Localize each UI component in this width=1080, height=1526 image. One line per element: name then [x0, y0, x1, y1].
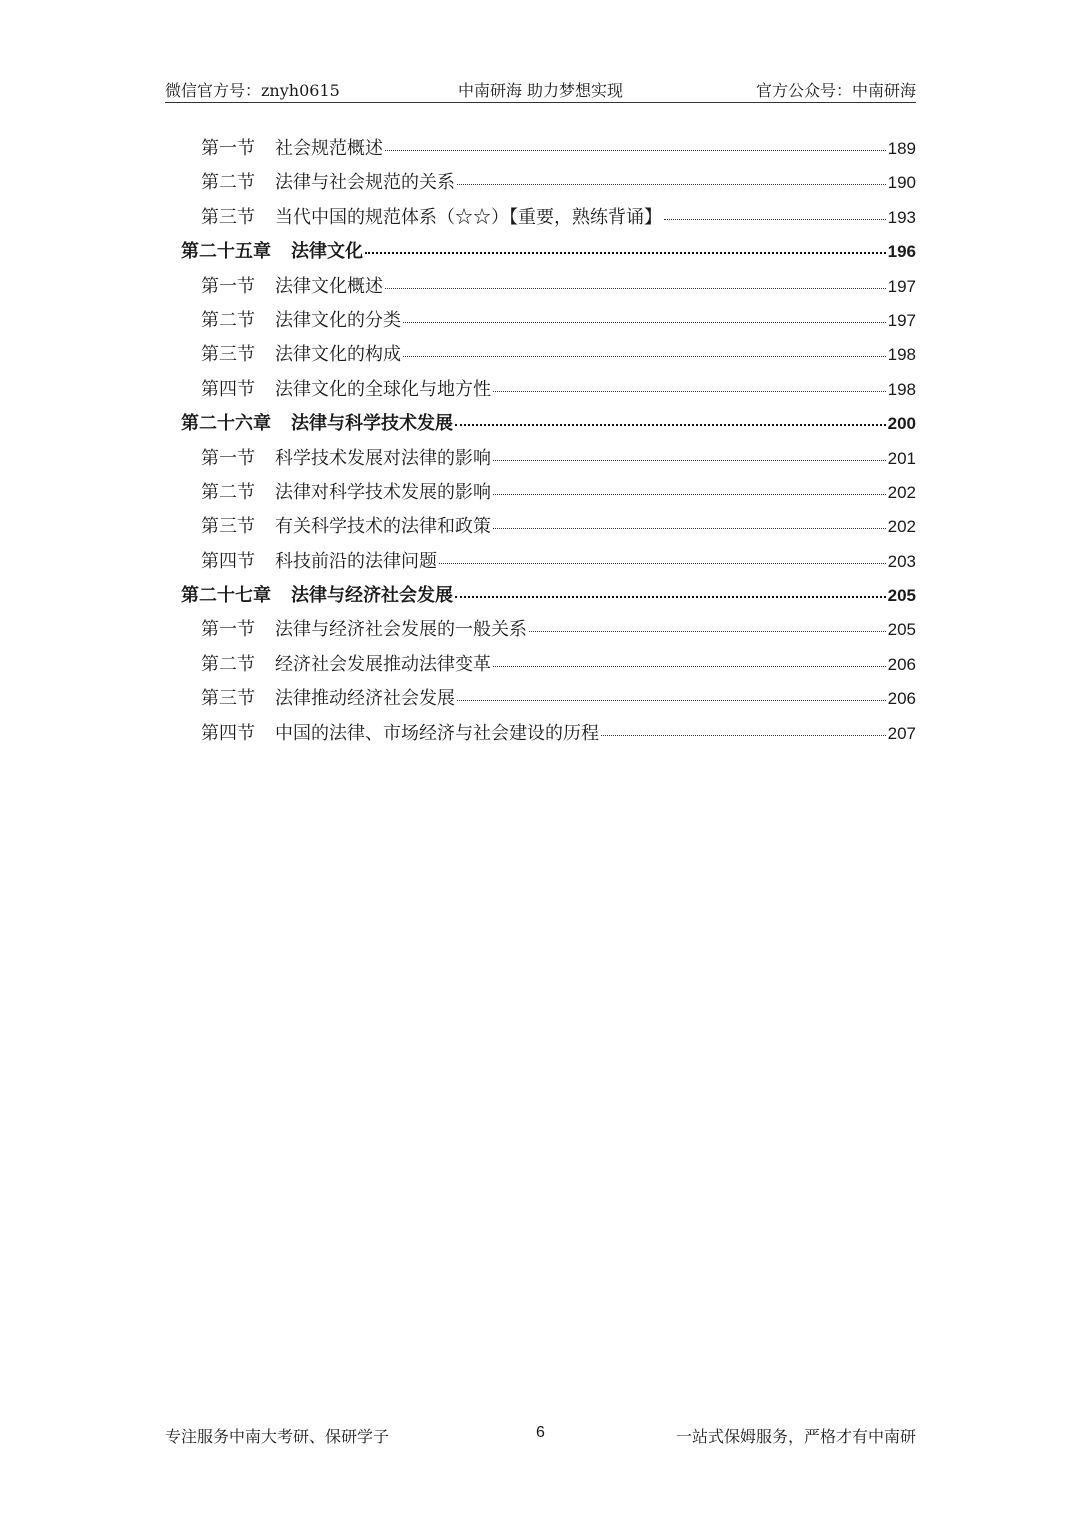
toc-entry-page: 200: [887, 414, 916, 434]
toc-chapter-row[interactable]: [165, 579, 916, 613]
toc-entry-page: 198: [887, 379, 916, 399]
toc-entry-label: 第二节: [201, 172, 255, 194]
toc-entry-page: 206: [887, 654, 916, 674]
toc-section-row[interactable]: [165, 717, 916, 751]
toc-entry-label: 第二十五章: [181, 241, 271, 263]
toc-leader-dots: [385, 270, 886, 289]
toc-entry-label: 第二十六章: [181, 413, 271, 435]
toc-entry-page: 202: [887, 482, 916, 502]
header-slogan: 中南研海 助力梦想实现: [457, 81, 624, 100]
toc-section-row[interactable]: [165, 270, 916, 304]
toc-entry-label: 第三节: [201, 688, 255, 710]
header-wechat-id: 微信官方号：znyh0615: [165, 81, 340, 100]
footer-right-text: 一站式保姆服务，严格才有中南研: [675, 1427, 916, 1446]
toc-entry-title: 法律与经济社会发展的一般关系: [275, 619, 527, 641]
toc-section-row[interactable]: [165, 201, 916, 235]
toc-section-row[interactable]: [165, 476, 916, 510]
toc-leader-dots: [385, 132, 886, 151]
toc-leader-dots: [664, 201, 886, 220]
toc-entry-title: 法律推动经济社会发展: [275, 688, 455, 710]
toc-leader-dots: [403, 338, 886, 357]
toc-section-row[interactable]: [165, 510, 916, 544]
toc-entry-page: 189: [887, 139, 916, 158]
toc-entry-title: 法律对科学技术发展的影响: [275, 481, 491, 503]
toc-leader-dots: [493, 442, 886, 461]
toc-entry-title: 法律文化的构成: [275, 344, 401, 366]
toc-entry-title: 科技前沿的法律问题: [275, 550, 437, 572]
toc-leader-dots: [455, 578, 886, 598]
toc-leader-dots: [493, 510, 886, 529]
toc-leader-dots: [457, 682, 886, 701]
toc-entry-page: 198: [887, 345, 916, 365]
toc-entry-title: 科学技术发展对法律的影响: [275, 447, 491, 469]
toc-entry-page: 196: [887, 242, 916, 262]
toc-leader-dots: [439, 545, 886, 564]
toc-entry-page: 205: [887, 586, 916, 606]
toc-entry-label: 第二节: [201, 653, 255, 675]
toc-section-row[interactable]: [165, 338, 916, 372]
toc-entry-title: 法律与经济社会发展: [291, 585, 453, 607]
toc-leader-dots: [455, 406, 886, 426]
toc-entry-title: 法律与科学技术发展: [291, 413, 453, 435]
toc-entry-page: 205: [887, 620, 916, 640]
toc-leader-dots: [493, 373, 886, 392]
toc-entry-page: 207: [887, 723, 916, 743]
toc-entry-title: 当代中国的规范体系（☆☆）【重要，熟练背诵】: [275, 206, 662, 228]
toc-entry-title: 法律文化概述: [275, 275, 383, 297]
toc-leader-dots: [403, 304, 886, 323]
toc-entry-label: 第一节: [201, 275, 255, 297]
toc-entry-label: 第三节: [201, 344, 255, 366]
toc-entry-label: 第一节: [201, 619, 255, 641]
toc-section-row[interactable]: [165, 682, 916, 716]
toc-section-row[interactable]: [165, 304, 916, 338]
table-of-contents: [165, 132, 916, 751]
toc-chapter-row[interactable]: [165, 407, 916, 441]
toc-section-row[interactable]: [165, 613, 916, 647]
toc-entry-title: 法律文化: [291, 241, 363, 263]
toc-entry-page: 197: [887, 276, 916, 296]
toc-entry-label: 第四节: [201, 378, 255, 400]
toc-entry-title: 法律文化的分类: [275, 309, 401, 331]
toc-entry-label: 第二节: [201, 309, 255, 331]
toc-section-row[interactable]: [165, 545, 916, 579]
page-header: [165, 76, 916, 103]
toc-entry-label: 第一节: [201, 447, 255, 469]
toc-entry-label: 第四节: [201, 550, 255, 572]
toc-entry-page: 193: [887, 207, 916, 227]
toc-entry-page: 203: [887, 551, 916, 571]
toc-leader-dots: [493, 648, 886, 667]
toc-section-row[interactable]: [165, 166, 916, 200]
toc-entry-page: 202: [887, 517, 916, 537]
toc-section-row[interactable]: [165, 132, 916, 166]
toc-entry-page: 197: [887, 310, 916, 330]
footer-page-number: 6: [536, 1424, 545, 1441]
toc-entry-title: 经济社会发展推动法律变革: [275, 653, 491, 675]
toc-leader-dots: [601, 717, 886, 736]
toc-entry-title: 法律文化的全球化与地方性: [275, 378, 491, 400]
toc-entry-page: 206: [887, 689, 916, 709]
toc-entry-page: 201: [887, 448, 916, 468]
toc-section-row[interactable]: [165, 648, 916, 682]
toc-entry-label: 第一节: [201, 138, 255, 159]
toc-chapter-row[interactable]: [165, 235, 916, 269]
toc-entry-page: 190: [887, 173, 916, 193]
toc-entry-label: 第二十七章: [181, 585, 271, 607]
toc-entry-title: 有关科学技术的法律和政策: [275, 516, 491, 538]
toc-section-row[interactable]: [165, 373, 916, 407]
toc-entry-label: 第二节: [201, 481, 255, 503]
footer-left-text: 专注服务中南大考研、保研学子: [165, 1427, 390, 1446]
toc-leader-dots: [365, 234, 886, 254]
toc-entry-title: 法律与社会规范的关系: [275, 172, 455, 194]
toc-leader-dots: [529, 613, 886, 632]
toc-leader-dots: [493, 476, 886, 495]
toc-entry-label: 第三节: [201, 206, 255, 228]
toc-entry-title: 中国的法律、市场经济与社会建设的历程: [275, 722, 599, 744]
header-official-account: 官方公众号：中南研海: [755, 81, 916, 100]
toc-leader-dots: [457, 166, 886, 185]
toc-section-row[interactable]: [165, 442, 916, 476]
toc-entry-title: 社会规范概述: [275, 138, 383, 159]
toc-entry-label: 第四节: [201, 722, 255, 744]
toc-entry-label: 第三节: [201, 516, 255, 538]
